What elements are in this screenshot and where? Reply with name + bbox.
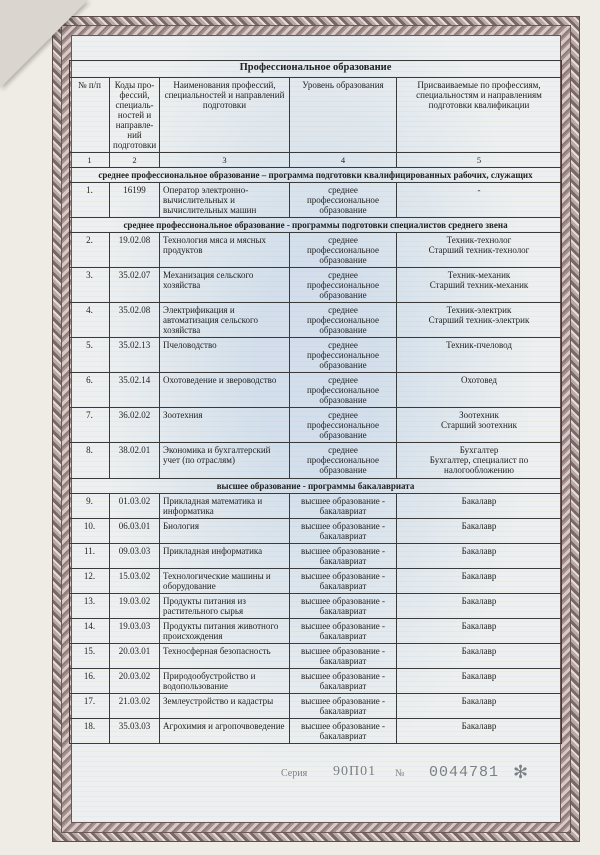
series-label: Серия (281, 768, 308, 779)
code-cell: 19.02.08 (110, 233, 160, 268)
code-cell: 35.02.14 (110, 373, 160, 408)
header-row (70, 78, 562, 153)
name-cell: Механизация сельского хозяйства (160, 268, 290, 303)
row-number: 11. (70, 544, 110, 569)
level-cell: высшее образование - бакалавриат (290, 519, 397, 544)
level-cell: высшее образование - бакалавриат (290, 644, 397, 669)
code-cell: 21.03.02 (110, 694, 160, 719)
qualification-line: Бакалавр (461, 621, 497, 631)
row-number: 1. (70, 183, 110, 218)
level-cell: высшее образование - бакалавриат (290, 544, 397, 569)
code-cell: 38.02.01 (110, 443, 160, 479)
qualification-line: Охотовед (461, 375, 498, 385)
qualification-cell (397, 233, 562, 268)
name-cell: Продукты питания из растительного сырья (160, 594, 290, 619)
code-cell: 16199 (110, 183, 160, 218)
column-number-row (70, 153, 562, 168)
header-cell: Присваиваемые по профессиям, специальностям и направлениям подготовки квалификации (397, 78, 562, 153)
level-cell: высшее образование - бакалавриат (290, 594, 397, 619)
table-row (70, 233, 562, 268)
name-cell: Электрификация и автоматизация сельского хозяйства (160, 303, 290, 338)
level-cell: среднее профессиональное образование (290, 408, 397, 443)
code-cell: 15.03.02 (110, 569, 160, 594)
table-row (70, 544, 562, 569)
qualification-line: Старший техник-механик (429, 280, 529, 290)
header-cell: Наименования профессий, специальностей и направлений подготовки (160, 78, 290, 153)
code-cell: 20.03.01 (110, 644, 160, 669)
name-cell: Прикладная математика и информатика (160, 494, 290, 519)
qualification-line: Бакалавр (461, 646, 497, 656)
section-title: среднее профессиональное образование – программа подготовки квалифицированных рабочих, служащих (70, 168, 562, 183)
qualification-cell (397, 494, 562, 519)
name-cell: Зоотехния (160, 408, 290, 443)
table-row (70, 338, 562, 373)
code-cell: 06.03.01 (110, 519, 160, 544)
row-number: 3. (70, 268, 110, 303)
qualification-cell (397, 669, 562, 694)
code-cell: 20.03.02 (110, 669, 160, 694)
code-cell: 19.03.02 (110, 594, 160, 619)
column-number: 1 (70, 153, 110, 168)
education-table (69, 60, 562, 744)
code-cell: 01.03.02 (110, 494, 160, 519)
name-cell: Землеустройство и кадастры (160, 694, 290, 719)
section-header-row (70, 218, 562, 233)
level-cell: среднее профессиональное образование (290, 268, 397, 303)
level-cell: среднее профессиональное образование (290, 373, 397, 408)
level-cell: высшее образование - бакалавриат (290, 669, 397, 694)
row-number: 4. (70, 303, 110, 338)
level-cell: высшее образование - бакалавриат (290, 694, 397, 719)
section-header-row (70, 479, 562, 494)
serial-block (0, 764, 600, 784)
table-row (70, 494, 562, 519)
code-cell: 19.03.03 (110, 619, 160, 644)
level-cell: высшее образование - бакалавриат (290, 619, 397, 644)
level-cell: среднее профессиональное образование (290, 233, 397, 268)
row-number: 13. (70, 594, 110, 619)
qualification-cell (397, 644, 562, 669)
code-cell: 35.02.08 (110, 303, 160, 338)
row-number: 15. (70, 644, 110, 669)
row-number: 9. (70, 494, 110, 519)
section-title: высшее образование - программы бакалавриата (70, 479, 562, 494)
column-number: 4 (290, 153, 397, 168)
name-cell: Пчеловодство (160, 338, 290, 373)
table-row (70, 594, 562, 619)
row-number: 14. (70, 619, 110, 644)
table-row (70, 669, 562, 694)
qualification-line: Бакалавр (461, 521, 497, 531)
column-number: 3 (160, 153, 290, 168)
table-row (70, 519, 562, 544)
code-cell: 35.03.03 (110, 719, 160, 744)
qualification-line: Техник-электрик (446, 305, 512, 315)
row-number: 7. (70, 408, 110, 443)
qualification-cell (397, 544, 562, 569)
name-cell: Биология (160, 519, 290, 544)
row-number: 5. (70, 338, 110, 373)
name-cell: Технологические машины и оборудование (160, 569, 290, 594)
qualification-cell (397, 268, 562, 303)
qualification-cell (397, 719, 562, 744)
header-cell: Уровень образования (290, 78, 397, 153)
qualification-cell (397, 338, 562, 373)
row-number: 17. (70, 694, 110, 719)
level-cell: высшее образование - бакалавриат (290, 494, 397, 519)
qualification-line: Бакалавр (461, 496, 497, 506)
level-cell: высшее образование - бакалавриат (290, 569, 397, 594)
star-mark: ✻ (513, 762, 529, 782)
name-cell: Техносферная безопасность (160, 644, 290, 669)
qualification-line: Бакалавр (461, 546, 497, 556)
table-row (70, 719, 562, 744)
table-title: Профессиональное образование (70, 61, 562, 78)
code-cell: 35.02.13 (110, 338, 160, 373)
table-row (70, 408, 562, 443)
table-row (70, 373, 562, 408)
section-title: среднее профессиональное образование - программы подготовки специалистов среднего звена (70, 218, 562, 233)
code-cell: 09.03.03 (110, 544, 160, 569)
qualification-cell (397, 303, 562, 338)
qualification-line: Зоотехник (459, 410, 499, 420)
qualification-cell (397, 569, 562, 594)
level-cell: среднее профессиональное образование (290, 443, 397, 479)
qualification-cell (397, 183, 562, 218)
row-number: 2. (70, 233, 110, 268)
qualification-cell (397, 619, 562, 644)
table-row (70, 644, 562, 669)
name-cell: Технология мяса и мясных продуктов (160, 233, 290, 268)
table-row (70, 694, 562, 719)
qualification-line: Старший техник-электрик (428, 315, 530, 325)
number-label: № (395, 768, 405, 779)
table-row (70, 443, 562, 479)
qualification-line: Бакалавр (461, 596, 497, 606)
qualification-cell (397, 408, 562, 443)
qualification-line: Бакалавр (461, 571, 497, 581)
table-row (70, 303, 562, 338)
column-number: 5 (397, 153, 562, 168)
name-cell: Продукты питания животного происхождения (160, 619, 290, 644)
level-cell: среднее профессиональное образование (290, 338, 397, 373)
table-row (70, 183, 562, 218)
row-number: 6. (70, 373, 110, 408)
row-number: 10. (70, 519, 110, 544)
code-cell: 35.02.07 (110, 268, 160, 303)
header-cell: № п/п (70, 78, 110, 153)
table-row (70, 619, 562, 644)
qualification-cell (397, 373, 562, 408)
name-cell: Экономика и бухгалтерский учет (по отраслям) (160, 443, 290, 479)
level-cell: среднее профессиональное образование (290, 303, 397, 338)
name-cell: Оператор электронно-вычислительных и вычислительных машин (160, 183, 290, 218)
row-number: 8. (70, 443, 110, 479)
table-row (70, 569, 562, 594)
row-number: 18. (70, 719, 110, 744)
column-number: 2 (110, 153, 160, 168)
qualification-line: Бакалавр (461, 696, 497, 706)
level-cell: среднее профессиональное образование (290, 183, 397, 218)
name-cell: Природообустройство и водопользование (160, 669, 290, 694)
code-cell: 36.02.02 (110, 408, 160, 443)
level-cell: высшее образование - бакалавриат (290, 719, 397, 744)
row-number: 12. (70, 569, 110, 594)
qualification-line: - (477, 185, 481, 195)
qualification-line: Старший техник-технолог (428, 245, 530, 255)
qualification-line: Бухгалтер, специалист по налогообложению (429, 455, 529, 475)
serial-number: 0044781 (429, 764, 500, 781)
series-value: 90П01 (333, 764, 377, 779)
row-number: 16. (70, 669, 110, 694)
name-cell: Агрохимия и агропочвоведение (160, 719, 290, 744)
qualification-cell (397, 594, 562, 619)
qualification-line: Бакалавр (461, 671, 497, 681)
name-cell: Прикладная информатика (160, 544, 290, 569)
table-body (70, 168, 562, 744)
name-cell: Охотоведение и звероводство (160, 373, 290, 408)
qualification-line: Техник-механик (447, 270, 511, 280)
qualification-cell (397, 694, 562, 719)
table-row (70, 268, 562, 303)
qualification-line: Бухгалтер (459, 445, 499, 455)
qualification-line: Техник-пчеловод (446, 340, 512, 350)
qualification-cell (397, 443, 562, 479)
qualification-line: Старший зоотехник (441, 420, 517, 430)
header-cell: Коды про-фессий, специаль-ностей и направле-ний подготовки (110, 78, 160, 153)
qualification-cell (397, 519, 562, 544)
qualification-line: Техник-технолог (446, 235, 512, 245)
qualification-line: Бакалавр (461, 721, 497, 731)
section-header-row (70, 168, 562, 183)
